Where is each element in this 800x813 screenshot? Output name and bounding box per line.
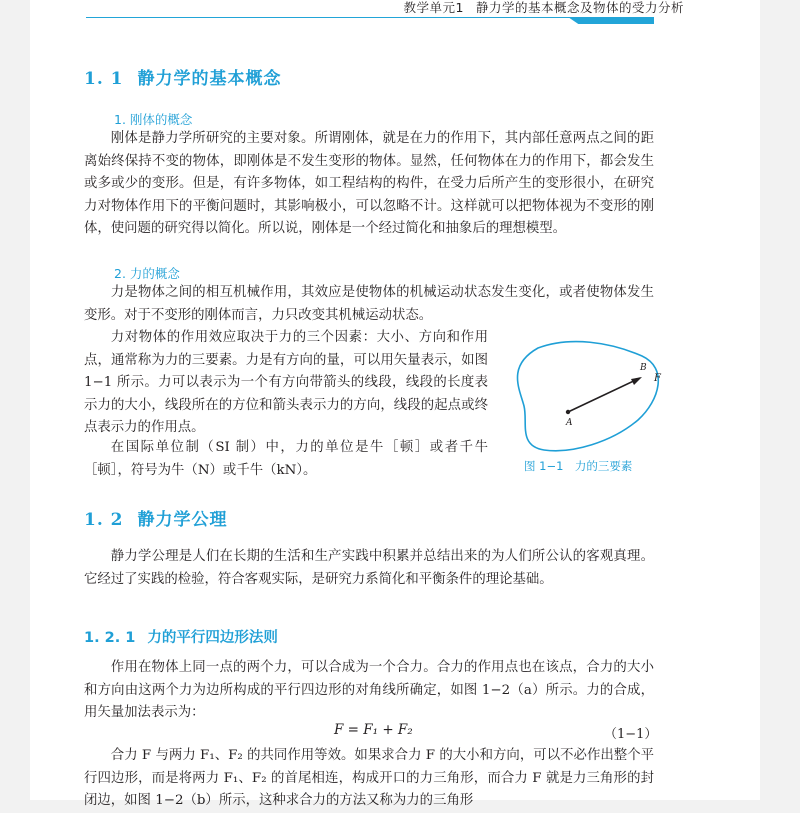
paragraph-force-concept: 力是物体之间的相互机械作用，其效应是使物体的机械运动状态发生变化，或者使物体发生变形。对于不变形的刚体而言，力只改变其机械运动状态。 (84, 285, 654, 323)
rigid-body-outline (518, 342, 659, 451)
paragraph-three-elements: 力对物体的作用效应取决于力的三个因素：大小、方向和作用点，通常称为力的三要素。力是有方向的量，可以用矢量表示，如图 1−1 所示。力可以表示为一个有方向带箭头的线段，线段的长度表示力的大小，线段所在的方位和箭头表示力的方向，线段的起点或终点表示力的作用点。 (84, 330, 488, 435)
section-title: 静力学的基本概念 (137, 69, 282, 89)
subsection-title: 力的平行四边形法则 (147, 630, 278, 646)
label-a: A (566, 418, 573, 428)
paragraph-statics-axioms: 静力学公理是人们在长期的生活和生产实践中积累并总结出来的为人们所公认的客观真理。它经过了实践的检验，符合客观实际，是研究力系简化和平衡条件的理论基础。 (84, 549, 654, 587)
paragraph-rigid-body: 刚体是静力学所研究的主要对象。所谓刚体，就是在力的作用下，其内部任意两点之间的距离始终保持不变的物体，即刚体是不发生变形的物体。显然，任何物体在力的作用下，都会发生或多或少的变形。但是，有许多物体，如工程结构的构件，在受力后所产生的变形很小，在研究力对物体作用下的平衡问题时，其影响极小，可以忽略不计。这样就可以把物体视为不变形的刚体，使问题的研究得以简化。所以说，刚体是一个经过简化和抽象后的理想模型。 (84, 131, 654, 236)
formula-1-1: F = F₁ + F₂ (334, 722, 413, 738)
paragraph-parallelogram-rule: 作用在物体上同一点的两个力，可以合成为一个合力。合力的作用点也在该点，合力的大小和方向由这两个力为边所构成的平行四边形的对角线所确定，如图 1−2（a）所示。力的合成，用矢量加法表示为： (84, 660, 654, 720)
section-1-2-1-heading (84, 626, 278, 647)
label-f: F (654, 373, 661, 384)
label-b: B (640, 363, 647, 373)
item-2-title: 2. 力的概念 (114, 266, 180, 281)
running-header (404, 0, 684, 16)
paragraph-si-units: 在国际单位制（SI 制）中，力的单位是牛［顿］或者千牛［顿］，符号为牛（N）或千牛（kN）。 (84, 440, 488, 478)
section-number: 1. 2 (84, 510, 124, 530)
header-unit: 教学单元1 (403, 0, 464, 15)
section-1-1-heading (84, 64, 282, 89)
item-1-title: 1. 刚体的概念 (114, 112, 193, 127)
paragraph-force-triangle: 合力 F 与两力 F₁、F₂ 的共同作用等效。如果求合力 F 的大小和方向，可以不必作出整个平行四边形，而是将两力 F₁、F₂ 的首尾相连，构成开口的力三角形，而合力 F 就是力三角形的封闭边，如图 1−2（b）所示，这种求合力的方法又称为力的三角形 (84, 748, 654, 808)
figure-1-1 (500, 338, 660, 458)
header-tab-decoration (568, 17, 654, 24)
section-number: 1. 1 (84, 69, 124, 89)
force-vector-line (568, 378, 640, 412)
section-title: 静力学公理 (137, 510, 228, 530)
equation-number: （1−1） (604, 727, 658, 742)
application-point (566, 410, 570, 414)
force-vector-arrowhead (631, 377, 642, 385)
subsection-number: 1. 2. 1 (84, 630, 136, 646)
section-1-2-heading (84, 505, 228, 530)
header-title: 静力学的基本概念及物体的受力分析 (475, 0, 684, 15)
figure-1-1-caption: 图 1−1 力的三要素 (524, 459, 633, 473)
